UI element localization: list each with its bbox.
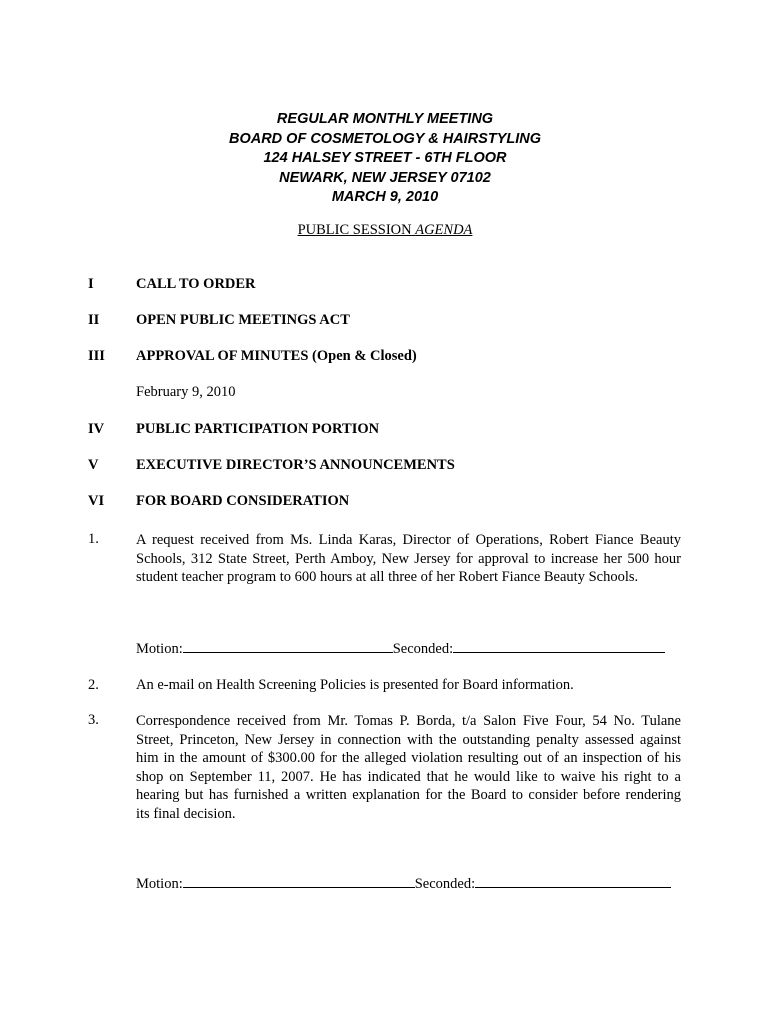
- session-title: [0, 222, 770, 239]
- session-title-suffix: AGENDA: [415, 222, 473, 238]
- address-street: 124 HALSEY STREET - 6TH FLOOR: [263, 150, 507, 166]
- section-title: EXECUTIVE DIRECTOR’S ANNOUNCEMENTS: [136, 457, 455, 473]
- item-line: A request received from Ms. Linda Karas, Director of Operations, Robert Fiance Beauty: [136, 532, 681, 548]
- session-title-prefix: PUBLIC SESSION: [297, 222, 412, 238]
- item-text: An e-mail on Health Screening Policies is presented for Board information.: [136, 677, 574, 693]
- seconded-blank[interactable]: [453, 640, 665, 653]
- motion-label: Motion:: [136, 641, 183, 657]
- meeting-header: [0, 110, 770, 208]
- board-name: BOARD OF COSMETOLOGY & HAIRSTYLING: [228, 130, 542, 147]
- item-line: Schools, 312 State Street, Perth Amboy, New Jersey for approval to increase her 500 hour: [136, 550, 681, 567]
- section-title: PUBLIC PARTICIPATION PORTION: [136, 421, 380, 437]
- item-line: Correspondence received from Mr. Tomas P. Borda, t/a Salon Five Four, 54 No. Tulane: [136, 713, 681, 729]
- section-title: APPROVAL OF MINUTES (Open & Closed): [136, 348, 417, 364]
- item-number: 1.: [88, 531, 99, 547]
- motion-blank[interactable]: [183, 640, 393, 653]
- section-numeral: I: [88, 276, 94, 292]
- motion-line: [136, 875, 671, 893]
- section-numeral: V: [88, 457, 99, 473]
- minutes-date: February 9, 2010: [136, 384, 236, 400]
- seconded-blank[interactable]: [475, 875, 671, 888]
- section-title: FOR BOARD CONSIDERATION: [136, 493, 350, 509]
- item-line: student teacher program to 600 hours at all three of her Robert Fiance Beauty Schools.: [136, 569, 639, 585]
- item-line: Street, Princeton, New Jersey in connection with the outstanding penalty assessed against: [136, 731, 681, 748]
- section-title: OPEN PUBLIC MEETINGS ACT: [136, 312, 350, 328]
- section-numeral: II: [88, 312, 100, 328]
- seconded-label: Seconded:: [392, 641, 454, 657]
- meeting-title: REGULAR MONTHLY MEETING: [276, 111, 494, 127]
- seconded-label: Seconded:: [414, 876, 476, 892]
- section-numeral: IV: [88, 421, 105, 437]
- item-number: 2.: [88, 677, 99, 693]
- item-line: him in the amount of $300.00 for the alleged violation resulting out of an inspection of his: [136, 750, 681, 766]
- address-city: NEWARK, NEW JERSEY 07102: [279, 169, 491, 186]
- item-number: 3.: [88, 712, 99, 728]
- section-numeral: VI: [88, 493, 105, 509]
- item-text: [136, 531, 681, 587]
- meeting-date: MARCH 9, 2010: [331, 189, 439, 205]
- item-line: its final decision.: [136, 805, 236, 822]
- section-title: CALL TO ORDER: [136, 276, 256, 292]
- motion-blank[interactable]: [183, 875, 415, 888]
- item-line: shop on September 11, 2007. He has indicated that he would like to waive his right to a: [136, 768, 681, 785]
- motion-line: [136, 640, 665, 658]
- motion-label: Motion:: [136, 876, 183, 892]
- item-text: [136, 712, 681, 823]
- item-line: hearing but has furnished a written explanation for the Board to consider before rendering: [136, 787, 681, 803]
- section-numeral: III: [88, 348, 105, 364]
